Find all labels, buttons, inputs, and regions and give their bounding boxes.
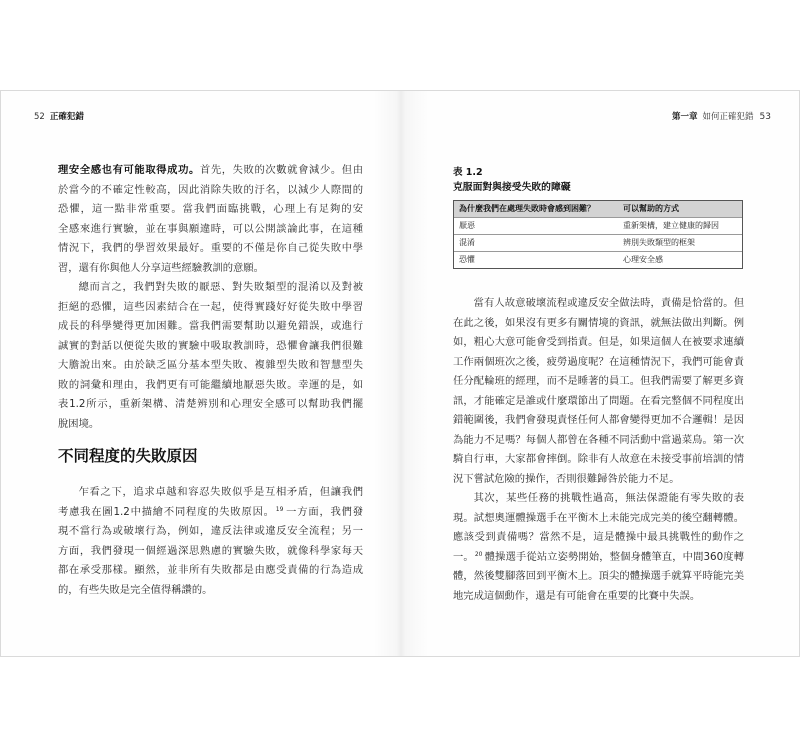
left-running-head	[34, 111, 84, 123]
text-line: 拒絕的恐懼，這些因素結合在一起，使得實踐好好從失敗中學習	[58, 300, 363, 313]
section-heading: 不同程度的失敗原因	[58, 446, 198, 465]
right-running-head	[672, 111, 771, 123]
text-line	[58, 503, 363, 523]
table-label: 表 1.2	[453, 167, 483, 178]
table-row	[454, 217, 742, 234]
text-line: 為能力不足嗎？每個人都曾在各種不同活動中當過菜鳥。第一次	[453, 433, 744, 446]
text-line: 騎自行車，大家都會摔倒。除非有人故意在未接受事前培訓的情	[453, 453, 744, 465]
table-cell: 辨別失敗類型的框架	[623, 238, 695, 247]
text-run: 一。	[453, 550, 474, 563]
text-line: 體，然後雙腳落回到平衡木上。頂尖的體操選手就算平時能完美	[453, 570, 744, 582]
footnote-ref: 19	[275, 505, 284, 513]
book-spread	[0, 90, 800, 657]
text-line: 任分配輪班的經理，而不是睡著的員工。但我們需要了解更多資	[453, 375, 744, 387]
text-line: 誠實的對話以便從失敗的實驗中吸取教訓時，恐懼會讓我們很難	[58, 339, 363, 352]
text-line: 的，有些失敗是完全值得稱讚的。	[58, 583, 213, 596]
text-run: 體操選手從站立姿勢開始，整個身體筆直，中間360度轉	[484, 550, 745, 563]
text-line: 敗的詞彙和理由，我們更有可能繼續地厭惡失敗。幸運的是，如	[58, 378, 363, 391]
text-line: 地完成這個動作，還是有可能會在重要的比賽中失誤。	[453, 589, 701, 602]
text-line	[58, 161, 363, 181]
text-run: 考慮我在圖1.2中描繪不同程度的失敗原因。	[58, 505, 275, 518]
table-cell: 心理安全感	[623, 255, 663, 264]
text-line: 現不當行為或破壞行為，例如，違反法律或違反安全流程；另一	[58, 525, 363, 537]
text-line: 情況下，我們的學習效果最好。重要的不僅是你自己從失敗中學	[58, 242, 363, 254]
text-line: 恐懼，這一點非常重要。當我們面臨挑戰，心理上有足夠的安	[58, 203, 363, 215]
table-row	[454, 251, 742, 268]
text-line: 如，粗心大意可能會受到指責。但是，如果這個人在被要求連續	[453, 336, 744, 348]
page-number: 52	[34, 112, 45, 122]
text-line: 成長的科學變得更加困難。當我們需要幫助以避免錯誤，或進行	[58, 320, 363, 332]
left-text-block-2	[58, 483, 363, 600]
text-line: 其次，某些任務的挑戰性過高，無法保證能有零失敗的表	[473, 492, 744, 504]
text-line: 工作兩個班次之後，疲勞過度呢？在這種情況下，我們可能會責	[453, 355, 744, 368]
table-cell: 厭惡	[459, 221, 475, 230]
bold-lead-text: 理安全感也有可能取得成功。	[58, 164, 200, 176]
text-line: 在此之後，如果沒有更多有關情境的資訊，就無法做出判斷。例	[453, 316, 744, 329]
text-line: 脫困境。	[58, 417, 100, 430]
table-row	[454, 234, 742, 251]
text-line: 全感來進行實驗，並在事與願違時，可以公開談論此事，在這種	[58, 222, 363, 235]
text-line: 表1.2所示，重新架構、清楚辨別和心理安全感可以幫助我們擺	[58, 398, 363, 410]
text-line: 錯範圍後，我們會發現責怪任何人都會變得更加不合邏輯！是因	[453, 414, 744, 426]
table-cell: 重新架構，建立健康的歸因	[623, 221, 719, 230]
table-title: 克服面對與接受失敗的障礙	[453, 182, 571, 193]
text-line: 大膽說出來。由於缺乏區分基本型失敗、複雜型失敗和智慧型失	[58, 359, 363, 371]
table-header-cell: 可以幫助的方式	[623, 204, 679, 213]
text-line: 況下嘗試危險的操作，否則很難歸咎於能力不足。	[453, 472, 680, 485]
left-text-block-1	[58, 161, 363, 434]
table-header-cell: 為什麼我們在處理失敗時會感到困難？	[459, 204, 595, 213]
text-line: 於當今的不確定性較高，因此消除失敗的汙名，以減少人際間的	[58, 183, 363, 196]
text-line	[453, 548, 744, 568]
text-line: 總而言之，我們對失敗的厭惡、對失敗類型的混淆以及對被	[78, 281, 363, 293]
text-run: 首先，失敗的次數就會減少。但由	[199, 164, 364, 176]
right-page	[401, 91, 800, 656]
text-line: 習，還有你與他人分享這些經驗教訓的意願。	[58, 261, 264, 274]
table-1-2	[453, 200, 743, 269]
text-line: 現。試想奧運體操選手在平衡木上未能完成完美的後空翻轉體。	[453, 511, 744, 524]
chapter-title: 如何正確犯錯	[702, 112, 754, 122]
chapter-label: 第一章	[672, 112, 698, 122]
footnote-ref: 20	[474, 550, 483, 558]
text-line: 訊，才能確定是誰或什麼環節出了問題。在看完整個不同程度出	[453, 394, 744, 407]
text-line: 乍看之下，追求卓越和容忍失敗似乎是互相矛盾，但讓我們	[78, 486, 363, 498]
book-title: 正確犯錯	[49, 112, 84, 122]
left-page	[1, 91, 401, 656]
text-line: 當有人故意破壞流程或違反安全做法時，責備是恰當的。但	[473, 297, 744, 309]
page-number: 53	[759, 112, 771, 122]
text-line: 都在承受那樣。顯然，並非所有失敗都是由應受責備的行為造成	[58, 564, 363, 576]
text-line: 應該受到責備嗎？當然不是，這是體操中最具挑戰性的動作之	[453, 531, 744, 543]
table-cell: 混淆	[459, 238, 475, 247]
text-run: 一方面，我們發	[285, 505, 364, 518]
right-text-block	[453, 294, 744, 606]
table-header-row	[454, 201, 742, 217]
text-line: 方面，我們發現一個經過深思熟慮的實驗失敗，就像科學家每天	[58, 544, 363, 557]
table-cell: 恐懼	[459, 255, 475, 264]
